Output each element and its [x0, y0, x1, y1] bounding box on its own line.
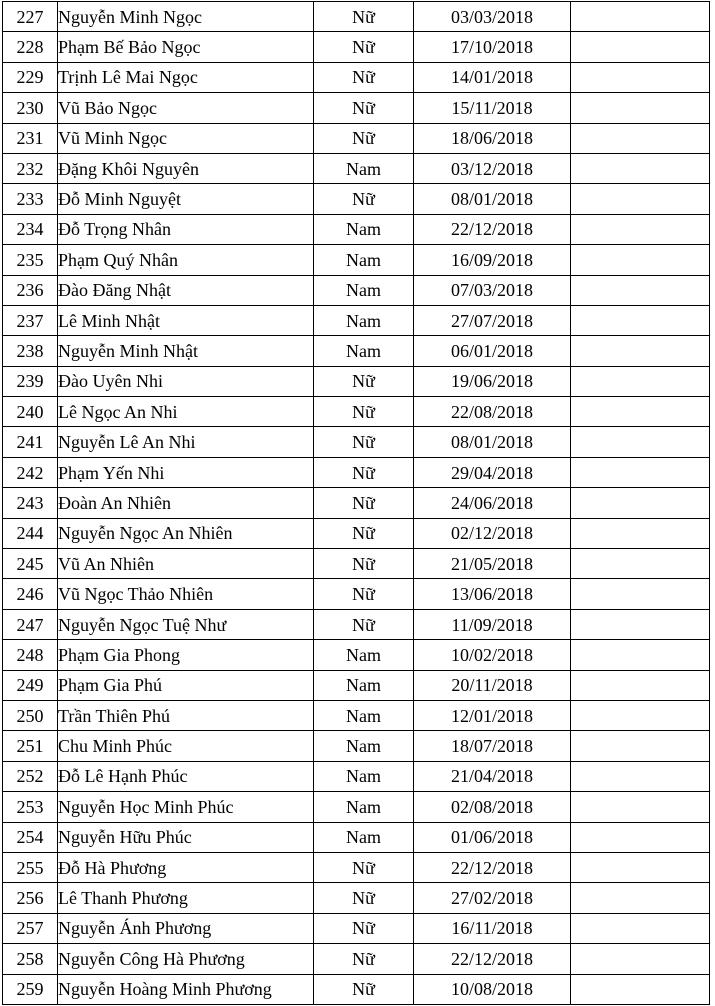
gender-cell: Nữ	[314, 457, 414, 487]
table-row	[3, 488, 710, 518]
table-row	[3, 640, 710, 670]
note-cell	[571, 397, 710, 427]
table-row	[3, 700, 710, 730]
row-number-cell: 240	[3, 397, 58, 427]
birth-date-cell: 18/06/2018	[414, 123, 571, 153]
row-number-cell: 231	[3, 123, 58, 153]
row-number-cell: 245	[3, 549, 58, 579]
table-row	[3, 397, 710, 427]
row-number-cell: 259	[3, 974, 58, 1004]
student-name-cell: Đoàn An Nhiên	[58, 488, 314, 518]
gender-cell: Nam	[314, 761, 414, 791]
row-number-cell: 236	[3, 275, 58, 305]
birth-date-cell: 03/12/2018	[414, 153, 571, 183]
student-name-cell: Trần Thiên Phú	[58, 700, 314, 730]
gender-cell: Nữ	[314, 366, 414, 396]
gender-cell: Nữ	[314, 2, 414, 32]
student-name-cell: Phạm Quý Nhân	[58, 245, 314, 275]
birth-date-cell: 22/08/2018	[414, 397, 571, 427]
table-row	[3, 822, 710, 852]
birth-date-cell: 27/07/2018	[414, 305, 571, 335]
birth-date-cell: 22/12/2018	[414, 944, 571, 974]
note-cell	[571, 731, 710, 761]
birth-date-cell: 07/03/2018	[414, 275, 571, 305]
birth-date-cell: 13/06/2018	[414, 579, 571, 609]
table-row	[3, 245, 710, 275]
gender-cell: Nữ	[314, 944, 414, 974]
table-row	[3, 549, 710, 579]
student-name-cell: Phạm Gia Phong	[58, 640, 314, 670]
row-number-cell: 257	[3, 913, 58, 943]
student-name-cell: Nguyễn Lê An Nhi	[58, 427, 314, 457]
table-row	[3, 670, 710, 700]
table-row	[3, 792, 710, 822]
note-cell	[571, 275, 710, 305]
birth-date-cell: 20/11/2018	[414, 670, 571, 700]
gender-cell: Nam	[314, 731, 414, 761]
student-name-cell: Đỗ Lê Hạnh Phúc	[58, 761, 314, 791]
birth-date-cell: 12/01/2018	[414, 700, 571, 730]
note-cell	[571, 974, 710, 1004]
row-number-cell: 255	[3, 852, 58, 882]
birth-date-cell: 14/01/2018	[414, 62, 571, 92]
note-cell	[571, 518, 710, 548]
row-number-cell: 251	[3, 731, 58, 761]
gender-cell: Nam	[314, 336, 414, 366]
gender-cell: Nữ	[314, 579, 414, 609]
gender-cell: Nữ	[314, 397, 414, 427]
student-name-cell: Nguyễn Ngọc An Nhiên	[58, 518, 314, 548]
gender-cell: Nam	[314, 792, 414, 822]
student-name-cell: Chu Minh Phúc	[58, 731, 314, 761]
note-cell	[571, 62, 710, 92]
row-number-cell: 256	[3, 883, 58, 913]
gender-cell: Nữ	[314, 427, 414, 457]
student-name-cell: Nguyễn Ánh Phương	[58, 913, 314, 943]
table-row	[3, 62, 710, 92]
note-cell	[571, 336, 710, 366]
gender-cell: Nữ	[314, 93, 414, 123]
table-row	[3, 974, 710, 1004]
student-name-cell: Đào Đăng Nhật	[58, 275, 314, 305]
gender-cell: Nam	[314, 640, 414, 670]
note-cell	[571, 305, 710, 335]
note-cell	[571, 549, 710, 579]
student-name-cell: Lê Thanh Phương	[58, 883, 314, 913]
table-row	[3, 944, 710, 974]
row-number-cell: 239	[3, 366, 58, 396]
note-cell	[571, 700, 710, 730]
note-cell	[571, 366, 710, 396]
row-number-cell: 246	[3, 579, 58, 609]
note-cell	[571, 913, 710, 943]
table-row	[3, 305, 710, 335]
table-row	[3, 275, 710, 305]
gender-cell: Nữ	[314, 974, 414, 1004]
birth-date-cell: 10/02/2018	[414, 640, 571, 670]
table-row	[3, 123, 710, 153]
student-name-cell: Vũ Ngọc Thảo Nhiên	[58, 579, 314, 609]
row-number-cell: 230	[3, 93, 58, 123]
note-cell	[571, 427, 710, 457]
birth-date-cell: 21/05/2018	[414, 549, 571, 579]
table-row	[3, 366, 710, 396]
birth-date-cell: 02/12/2018	[414, 518, 571, 548]
row-number-cell: 237	[3, 305, 58, 335]
note-cell	[571, 761, 710, 791]
gender-cell: Nữ	[314, 852, 414, 882]
student-name-cell: Đặng Khôi Nguyên	[58, 153, 314, 183]
note-cell	[571, 609, 710, 639]
birth-date-cell: 16/11/2018	[414, 913, 571, 943]
note-cell	[571, 214, 710, 244]
birth-date-cell: 03/03/2018	[414, 2, 571, 32]
birth-date-cell: 22/12/2018	[414, 852, 571, 882]
birth-date-cell: 22/12/2018	[414, 214, 571, 244]
table-row	[3, 336, 710, 366]
gender-cell: Nữ	[314, 488, 414, 518]
gender-cell: Nữ	[314, 32, 414, 62]
student-name-cell: Đào Uyên Nhi	[58, 366, 314, 396]
birth-date-cell: 27/02/2018	[414, 883, 571, 913]
gender-cell: Nữ	[314, 123, 414, 153]
gender-cell: Nam	[314, 670, 414, 700]
birth-date-cell: 17/10/2018	[414, 32, 571, 62]
birth-date-cell: 18/07/2018	[414, 731, 571, 761]
note-cell	[571, 32, 710, 62]
row-number-cell: 227	[3, 2, 58, 32]
student-name-cell: Lê Ngọc An Nhi	[58, 397, 314, 427]
note-cell	[571, 93, 710, 123]
table-row	[3, 153, 710, 183]
gender-cell: Nữ	[314, 883, 414, 913]
table-row	[3, 731, 710, 761]
note-cell	[571, 153, 710, 183]
student-name-cell: Trịnh Lê Mai Ngọc	[58, 62, 314, 92]
note-cell	[571, 640, 710, 670]
table-row	[3, 214, 710, 244]
note-cell	[571, 944, 710, 974]
table-row	[3, 184, 710, 214]
row-number-cell: 258	[3, 944, 58, 974]
note-cell	[571, 822, 710, 852]
gender-cell: Nữ	[314, 62, 414, 92]
birth-date-cell: 15/11/2018	[414, 93, 571, 123]
student-name-cell: Nguyễn Học Minh Phúc	[58, 792, 314, 822]
row-number-cell: 253	[3, 792, 58, 822]
row-number-cell: 238	[3, 336, 58, 366]
birth-date-cell: 06/01/2018	[414, 336, 571, 366]
gender-cell: Nữ	[314, 913, 414, 943]
student-name-cell: Nguyễn Minh Ngọc	[58, 2, 314, 32]
gender-cell: Nam	[314, 822, 414, 852]
table-row	[3, 32, 710, 62]
note-cell	[571, 792, 710, 822]
student-name-cell: Nguyễn Ngọc Tuệ Như	[58, 609, 314, 639]
table-row	[3, 852, 710, 882]
gender-cell: Nam	[314, 700, 414, 730]
student-name-cell: Lê Minh Nhật	[58, 305, 314, 335]
row-number-cell: 232	[3, 153, 58, 183]
student-name-cell: Phạm Gia Phú	[58, 670, 314, 700]
birth-date-cell: 19/06/2018	[414, 366, 571, 396]
birth-date-cell: 24/06/2018	[414, 488, 571, 518]
gender-cell: Nam	[314, 275, 414, 305]
birth-date-cell: 29/04/2018	[414, 457, 571, 487]
student-name-cell: Nguyễn Hữu Phúc	[58, 822, 314, 852]
birth-date-cell: 21/04/2018	[414, 761, 571, 791]
note-cell	[571, 883, 710, 913]
row-number-cell: 228	[3, 32, 58, 62]
student-name-cell: Vũ An Nhiên	[58, 549, 314, 579]
row-number-cell: 229	[3, 62, 58, 92]
row-number-cell: 249	[3, 670, 58, 700]
note-cell	[571, 670, 710, 700]
row-number-cell: 234	[3, 214, 58, 244]
note-cell	[571, 184, 710, 214]
student-name-cell: Vũ Bảo Ngọc	[58, 93, 314, 123]
table-row	[3, 457, 710, 487]
note-cell	[571, 123, 710, 153]
gender-cell: Nam	[314, 245, 414, 275]
student-name-cell: Nguyễn Hoàng Minh Phương	[58, 974, 314, 1004]
table-row	[3, 883, 710, 913]
row-number-cell: 241	[3, 427, 58, 457]
note-cell	[571, 488, 710, 518]
student-name-cell: Nguyễn Công Hà Phương	[58, 944, 314, 974]
table-row	[3, 427, 710, 457]
gender-cell: Nam	[314, 214, 414, 244]
row-number-cell: 247	[3, 609, 58, 639]
row-number-cell: 244	[3, 518, 58, 548]
note-cell	[571, 579, 710, 609]
student-name-cell: Đỗ Trọng Nhân	[58, 214, 314, 244]
gender-cell: Nam	[314, 305, 414, 335]
birth-date-cell: 16/09/2018	[414, 245, 571, 275]
row-number-cell: 235	[3, 245, 58, 275]
note-cell	[571, 2, 710, 32]
table-row	[3, 609, 710, 639]
table-row	[3, 2, 710, 32]
gender-cell: Nữ	[314, 184, 414, 214]
gender-cell: Nữ	[314, 518, 414, 548]
table-row	[3, 93, 710, 123]
student-table-body	[3, 2, 710, 1005]
note-cell	[571, 852, 710, 882]
student-name-cell: Phạm Bế Bảo Ngọc	[58, 32, 314, 62]
row-number-cell: 243	[3, 488, 58, 518]
gender-cell: Nữ	[314, 609, 414, 639]
table-row	[3, 913, 710, 943]
row-number-cell: 242	[3, 457, 58, 487]
birth-date-cell: 08/01/2018	[414, 184, 571, 214]
table-row	[3, 579, 710, 609]
birth-date-cell: 10/08/2018	[414, 974, 571, 1004]
row-number-cell: 252	[3, 761, 58, 791]
student-name-cell: Phạm Yến Nhi	[58, 457, 314, 487]
student-name-cell: Vũ Minh Ngọc	[58, 123, 314, 153]
note-cell	[571, 245, 710, 275]
student-table	[2, 1, 710, 1005]
birth-date-cell: 11/09/2018	[414, 609, 571, 639]
table-row	[3, 518, 710, 548]
birth-date-cell: 08/01/2018	[414, 427, 571, 457]
row-number-cell: 248	[3, 640, 58, 670]
gender-cell: Nam	[314, 153, 414, 183]
birth-date-cell: 01/06/2018	[414, 822, 571, 852]
student-name-cell: Nguyễn Minh Nhật	[58, 336, 314, 366]
birth-date-cell: 02/08/2018	[414, 792, 571, 822]
row-number-cell: 250	[3, 700, 58, 730]
note-cell	[571, 457, 710, 487]
student-name-cell: Đỗ Hà Phương	[58, 852, 314, 882]
table-row	[3, 761, 710, 791]
gender-cell: Nữ	[314, 549, 414, 579]
row-number-cell: 233	[3, 184, 58, 214]
row-number-cell: 254	[3, 822, 58, 852]
student-name-cell: Đỗ Minh Nguyệt	[58, 184, 314, 214]
